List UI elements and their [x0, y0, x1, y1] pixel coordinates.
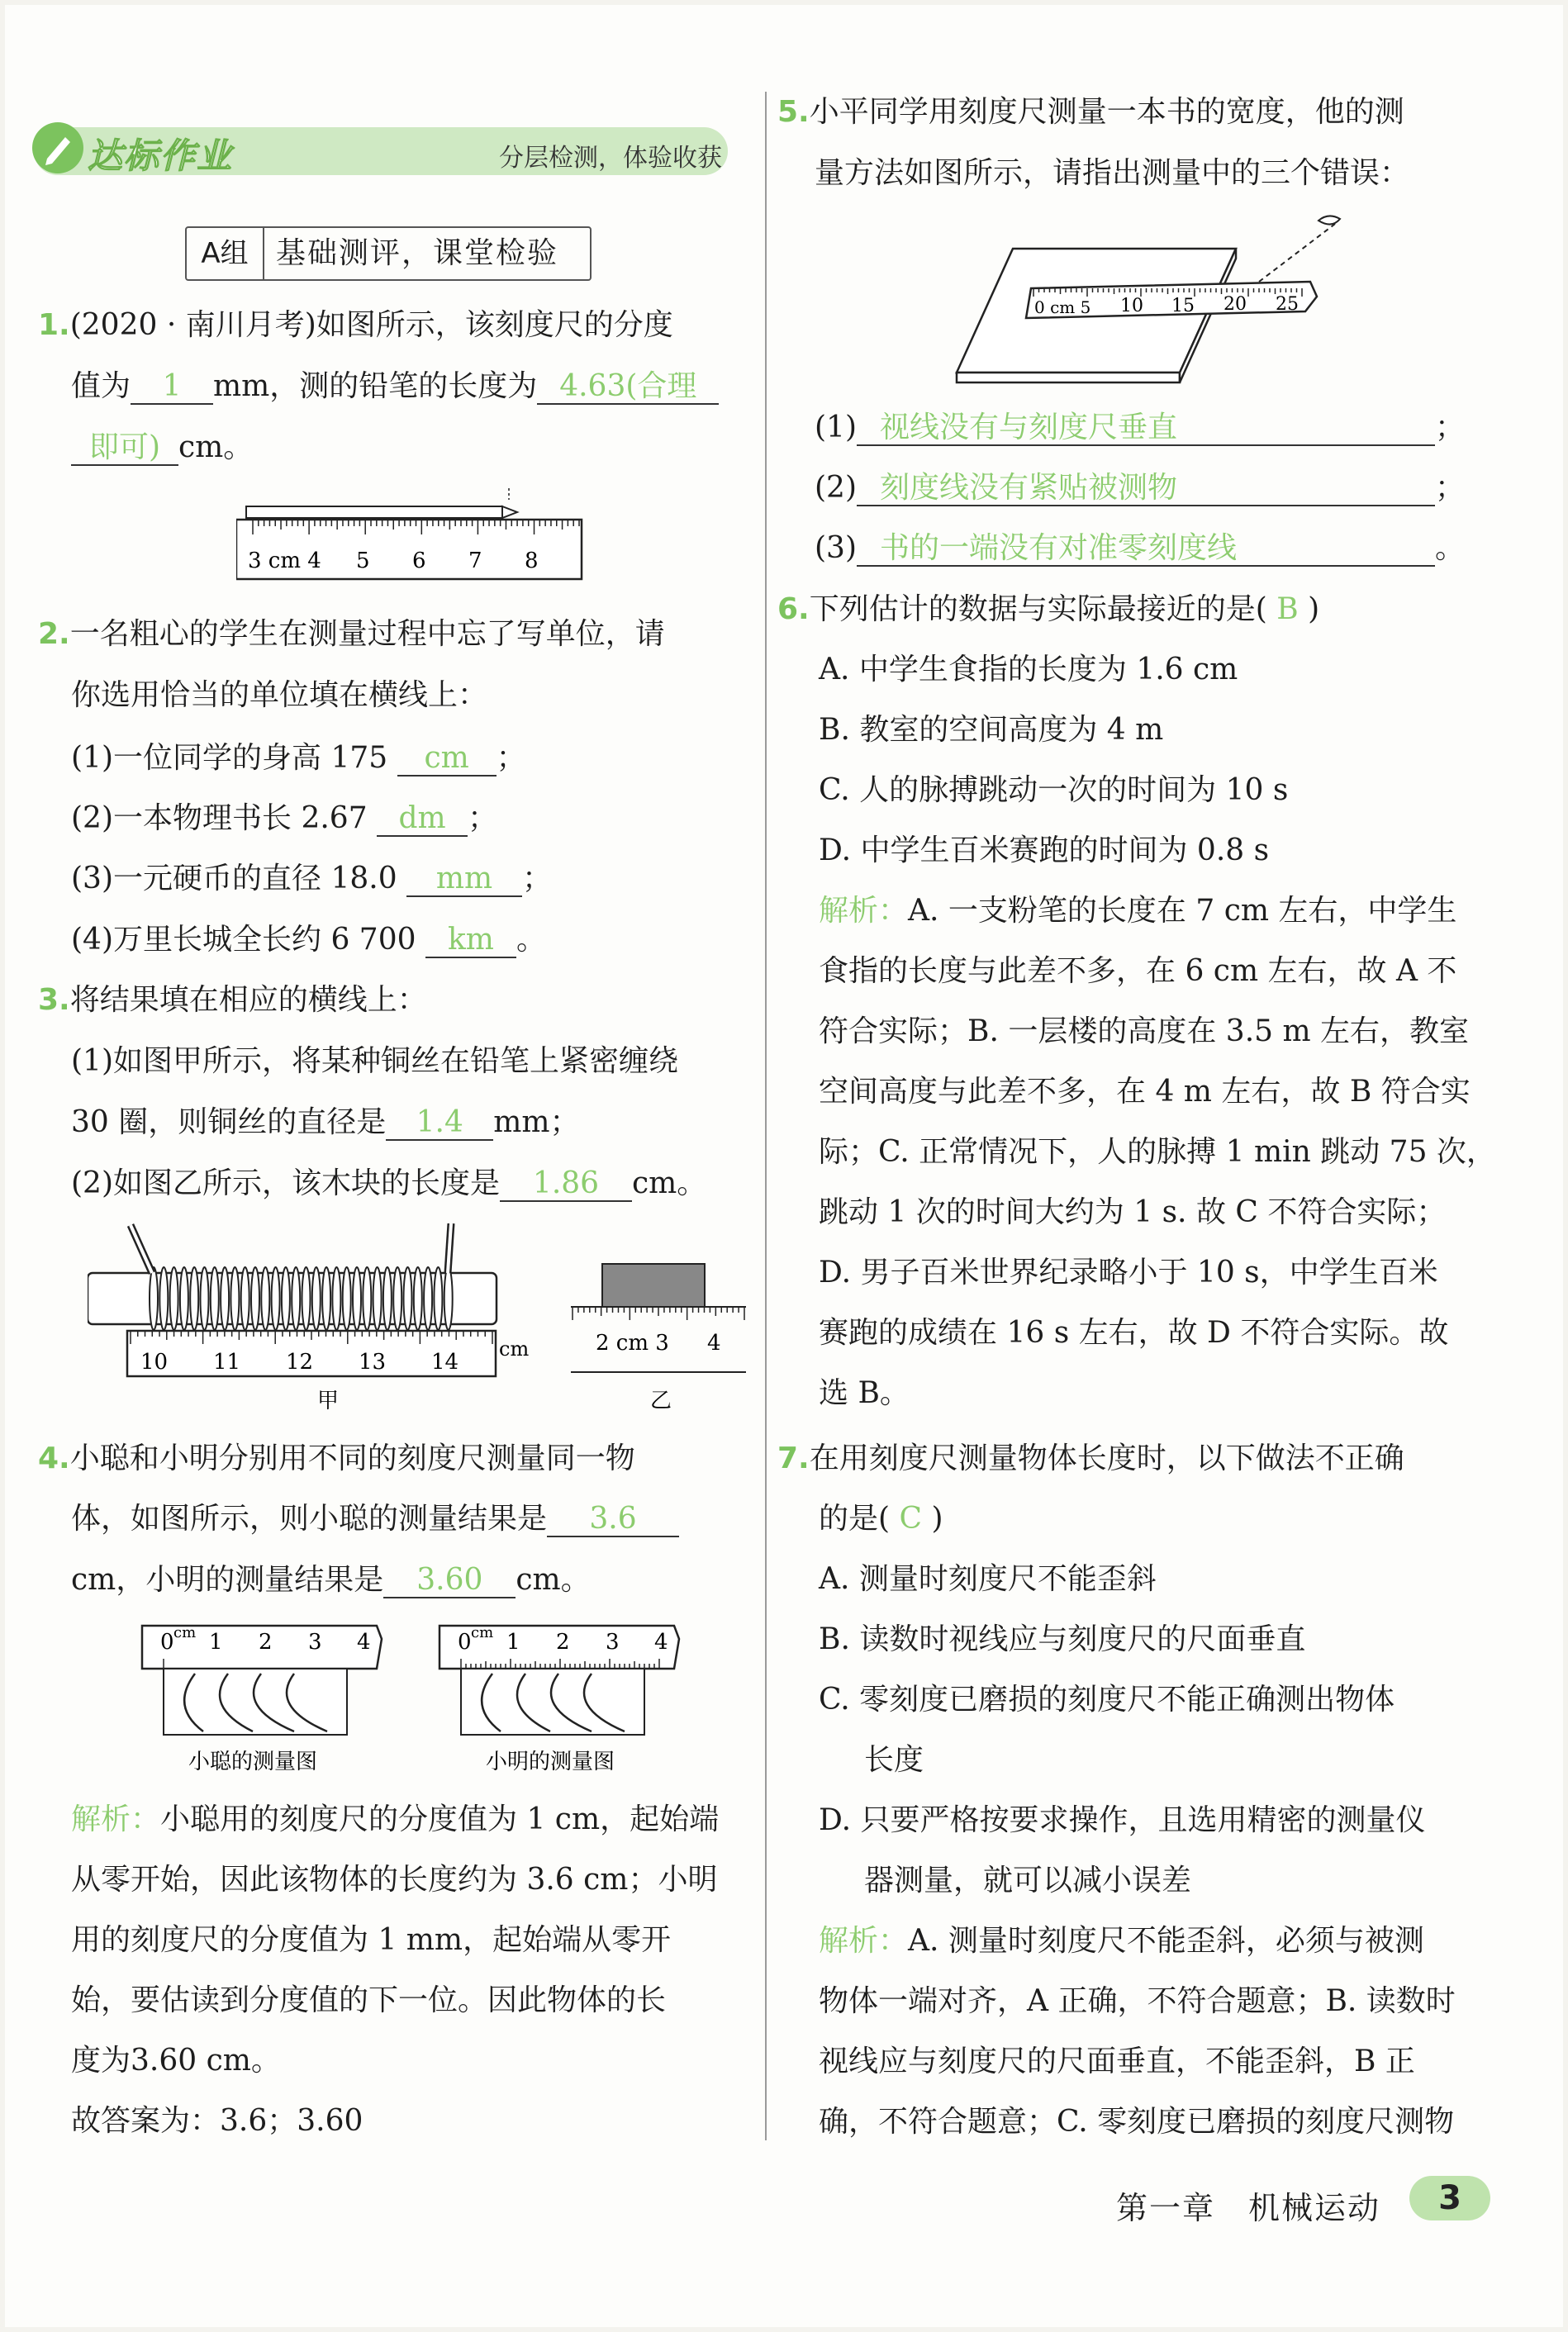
q7-option-b: B. 读数时视线应与刻度尺的尺面垂直: [819, 1622, 1306, 1656]
section-subtitle: 分层检测，体验收获: [499, 144, 722, 173]
q6-jiexi-1: 解析：A. 一支粉笔的长度在 7 cm 左右，中学生: [819, 894, 1457, 928]
q5-ruler-label-4: 25: [1276, 294, 1299, 315]
q7-option-c1: C. 零刻度已磨损的刻度尺不能正确测出物体: [819, 1683, 1395, 1717]
xm-label-1: 1: [506, 1630, 520, 1655]
xm-label-0: 0: [458, 1630, 472, 1655]
q4-figure-xiaoming: [435, 1616, 691, 1781]
group-heading: [185, 226, 592, 281]
q4-jiexi-5: 度为3.60 cm。: [71, 2044, 281, 2078]
q3-line3: 30 圈，则铜丝的直径是 1.4 mm；: [71, 1105, 580, 1139]
q3-jia-unit: cm: [499, 1337, 530, 1361]
q6-stem: 6.下列估计的数据与实际最接近的是( B ): [777, 592, 1320, 626]
q6-jiexi-6: 跳动 1 次的时间大约为 1 s. 故 C 不符合实际；: [819, 1195, 1447, 1229]
q4-jiexi-1: 解析：小聪用的刻度尺的分度值为 1 cm，起始端: [71, 1802, 720, 1836]
q4-jiexi-4: 始，要估读到分度值的下一位。因此物体的长: [71, 1983, 667, 2017]
q5-book-figure: [955, 207, 1343, 393]
xm-label-2: 2: [556, 1630, 570, 1655]
q4-caption-2: 小明的测量图: [486, 1750, 615, 1774]
q5-item-2: (2) 刻度线没有紧贴被测物 ；: [815, 471, 1466, 505]
xm-label-4: 4: [654, 1630, 668, 1655]
q2-line1: 2.一名粗心的学生在测量过程中忘了写单位，请: [38, 617, 665, 651]
q6-option-c: C. 人的脉搏跳动一次的时间为 10 s: [819, 773, 1289, 807]
q3-line2: (1)如图甲所示，将某种铜丝在铅笔上紧密缠绕: [71, 1044, 678, 1078]
q6-jiexi-5: 际；C. 正常情况下，人的脉搏 1 min 跳动 75 次，: [819, 1135, 1496, 1169]
q1-ruler-label-3: 7: [468, 549, 482, 573]
q5-item-1: (1) 视线没有与刻度尺垂直 ；: [815, 411, 1466, 444]
q5-line2: 量方法如图所示，请指出测量中的三个错误：: [815, 156, 1410, 190]
q7-line1: 7.在用刻度尺测量物体长度时，以下做法不正确: [777, 1441, 1404, 1475]
section-title: 达标作业: [88, 135, 234, 176]
q3-jia-label-3: 13: [359, 1350, 387, 1375]
q2-item-1: (1)一位同学的身高 175 cm ；: [71, 741, 526, 775]
q7-jiexi-2: 物体一端对齐，A 正确，不符合题意；B. 读数时: [819, 1984, 1456, 2018]
q1-answer-2b: 即可): [71, 431, 178, 466]
q4-line1: 4.小聪和小明分别用不同的刻度尺测量同一物: [38, 1441, 635, 1475]
q1-line2: 值为 1 mm，测的铅笔的长度为 4.63(合理: [71, 368, 719, 405]
xc-label-1: 1: [209, 1630, 223, 1655]
q3-jia-label-0: 10: [140, 1350, 169, 1375]
q7-option-d1: D. 只要严格按要求操作，且选用精密的测量仪: [819, 1803, 1426, 1837]
q3-jia-caption: 甲: [317, 1389, 340, 1413]
xc-label-4: 4: [357, 1630, 371, 1655]
q3-yi-label-1: 4: [707, 1331, 721, 1356]
q6-answer: B: [1276, 592, 1299, 626]
eye-icon: [1319, 216, 1340, 224]
q3-figure-jia: [88, 1223, 534, 1413]
q1-ruler-label-0: 3 cm 4: [248, 549, 321, 573]
q4-jiexi-6: 故答案为：3.6；3.60: [71, 2104, 363, 2138]
q4-caption-1: 小聪的测量图: [188, 1750, 318, 1774]
q7-line2: 的是( C ): [819, 1502, 943, 1536]
q6-jiexi-9: 选 B。: [819, 1376, 910, 1410]
q1-ruler-label-4: 8: [525, 549, 539, 573]
group-label: A组: [187, 228, 264, 279]
page: [5, 5, 1563, 2327]
q1-ruler-label-2: 6: [412, 549, 426, 573]
q3-yi-caption: 乙: [650, 1389, 672, 1413]
q6-option-d: D. 中学生百米赛跑的时间为 0.8 s: [819, 834, 1270, 867]
q2-item-4: (4)万里长城全长约 6 700 km 。: [71, 923, 546, 957]
q3-answer-1: 1.4: [386, 1106, 493, 1141]
q6-option-a: A. 中学生食指的长度为 1.6 cm: [819, 653, 1238, 686]
q2-item-3: (3)一元硬币的直径 18.0 mm ；: [71, 862, 553, 895]
q1-line1: 1.(2020 · 南川月考)如图所示，该刻度尺的分度: [38, 308, 673, 342]
xm-label-3: 3: [606, 1630, 620, 1655]
q3-jia-label-4: 14: [431, 1350, 459, 1375]
q3-figure-yi: [571, 1252, 748, 1413]
q1-ruler-label-1: 5: [356, 549, 370, 573]
q4-jiexi-3: 用的刻度尺的分度值为 1 mm，起始端从零开: [71, 1923, 672, 1957]
q6-jiexi-3: 符合实际；B. 一层楼的高度在 3.5 m 左右，教室: [819, 1014, 1470, 1048]
q4-answer-1: 3.6: [547, 1503, 679, 1537]
q2-line2: 你选用恰当的单位填在横线上：: [71, 678, 488, 712]
q6-option-b: B. 教室的空间高度为 4 m: [819, 713, 1164, 747]
q7-jiexi-3: 视线应与刻度尺的尺面垂直，不能歪斜，B 正: [819, 2045, 1415, 2078]
xc-label-3: 3: [308, 1630, 322, 1655]
q5-item-3: (3) 书的一端没有对准零刻度线 。: [815, 531, 1466, 565]
q3-yi-ticks: [573, 1307, 744, 1320]
q3-answer-2: 1.86: [500, 1167, 632, 1202]
q3-jia-label-1: 11: [213, 1350, 241, 1375]
q6-jiexi-2: 食指的长度与此差不多，在 6 cm 左右，故 A 不: [819, 954, 1457, 988]
xc-unit: cm: [173, 1624, 197, 1641]
q7-option-a: A. 测量时刻度尺不能歪斜: [819, 1562, 1157, 1596]
q5-ruler-label-0: 0 cm 5: [1034, 297, 1091, 317]
chapter-title: 第一章 机械运动: [1116, 2190, 1381, 2226]
page-number: 3: [1409, 2176, 1490, 2220]
q6-jiexi-7: D. 男子百米世界纪录略小于 10 s，中学生百米: [819, 1256, 1438, 1289]
q1-answer-2: 4.63(合理: [537, 370, 719, 405]
q4-jiexi-2: 从零开始，因此该物体的长度约为 3.6 cm；小明: [71, 1863, 718, 1897]
xc-label-0: 0: [160, 1630, 174, 1655]
q6-jiexi-4: 空间高度与此差不多，在 4 m 左右，故 B 符合实: [819, 1075, 1471, 1109]
q3-line1: 3.将结果填在相应的横线上：: [38, 983, 427, 1017]
q7-jiexi-4: 确，不符合题意；C. 零刻度已磨损的刻度尺测物: [819, 2105, 1455, 2139]
q7-option-d2: 器测量，就可以减小误差: [864, 1864, 1192, 1897]
column-divider: [765, 92, 767, 2140]
q3-jia-label-2: 12: [286, 1350, 314, 1375]
q1-line3: 即可) cm。: [71, 430, 253, 466]
q4-answer-2: 3.60: [383, 1564, 516, 1598]
pencil-icon: [32, 122, 83, 173]
q2-item-2: (2)一本物理书长 2.67 dm ；: [71, 801, 498, 835]
q1-answer-1: 1: [131, 370, 213, 405]
q7-jiexi-1: 解析：A. 测量时刻度尺不能歪斜，必须与被测: [819, 1924, 1424, 1958]
group-title: 基础测评，课堂检验: [276, 236, 559, 270]
q3-line4: (2)如图乙所示，该木块的长度是 1.86 cm。: [71, 1166, 707, 1200]
q5-line1: 5.小平同学用刻度尺测量一本书的宽度，他的测: [777, 95, 1404, 129]
q3-yi-label-0: 2 cm 3: [596, 1331, 669, 1356]
xc-label-2: 2: [259, 1630, 273, 1655]
q5-ruler-label-1: 10: [1120, 296, 1143, 316]
q4-line2: 体，如图所示，则小聪的测量结果是 3.6: [71, 1501, 679, 1537]
q7-answer: C: [899, 1502, 923, 1536]
q1-ruler-figure: [236, 488, 583, 591]
q5-ruler-label-2: 15: [1171, 296, 1195, 316]
q4-figure-xiaocong: [137, 1616, 393, 1781]
q5-ruler-label-3: 20: [1224, 294, 1247, 315]
q7-option-c2: 长度: [864, 1743, 924, 1777]
xm-unit: cm: [471, 1624, 494, 1641]
q6-jiexi-8: 赛跑的成绩在 16 s 左右，故 D 不符合实际。故: [819, 1316, 1449, 1350]
q4-line3: cm，小明的测量结果是 3.60 cm。: [71, 1563, 591, 1597]
